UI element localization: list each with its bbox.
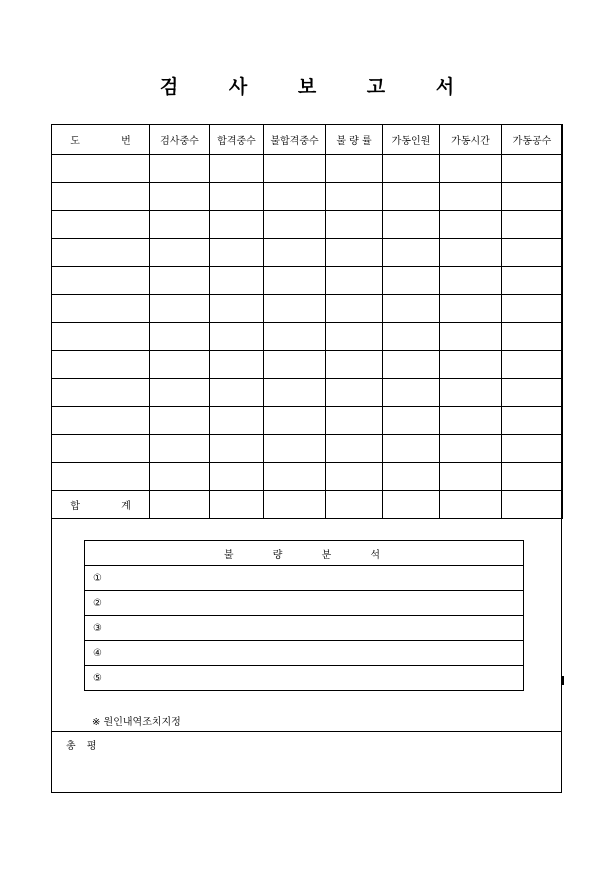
- table-cell[interactable]: [264, 407, 326, 435]
- table-cell[interactable]: [210, 351, 264, 379]
- table-row: [52, 211, 563, 239]
- table-cell[interactable]: [440, 183, 502, 211]
- table-cell[interactable]: [210, 155, 264, 183]
- table-row: [52, 323, 563, 351]
- table-cell[interactable]: [264, 463, 326, 491]
- table-cell[interactable]: [210, 295, 264, 323]
- table-cell[interactable]: [326, 295, 383, 323]
- column-header: 가동공수: [502, 125, 563, 155]
- table-cell[interactable]: [52, 463, 150, 491]
- table-cell[interactable]: [52, 379, 150, 407]
- cause-note: ※ 원인내역조치지정: [92, 717, 181, 728]
- table-cell[interactable]: [150, 351, 210, 379]
- table-cell[interactable]: [264, 379, 326, 407]
- table-cell[interactable]: [150, 295, 210, 323]
- table-cell[interactable]: [383, 435, 440, 463]
- divider: [51, 731, 562, 732]
- analysis-row: [85, 666, 524, 691]
- table-cell[interactable]: [440, 435, 502, 463]
- table-cell[interactable]: [383, 211, 440, 239]
- column-header: 불 량 률: [326, 125, 383, 155]
- table-cell[interactable]: [440, 463, 502, 491]
- total-label: 합 계: [52, 491, 150, 519]
- table-cell[interactable]: [210, 463, 264, 491]
- total-cell[interactable]: [440, 491, 502, 519]
- table-cell[interactable]: [502, 155, 563, 183]
- table-cell[interactable]: [264, 239, 326, 267]
- table-cell[interactable]: [52, 183, 150, 211]
- total-cell[interactable]: [264, 491, 326, 519]
- table-cell[interactable]: [326, 323, 383, 351]
- table-cell[interactable]: [440, 155, 502, 183]
- table-cell[interactable]: [210, 183, 264, 211]
- table-cell[interactable]: [264, 155, 326, 183]
- table-cell[interactable]: [264, 183, 326, 211]
- table-cell[interactable]: [383, 323, 440, 351]
- table-cell[interactable]: [264, 435, 326, 463]
- table-cell[interactable]: [326, 211, 383, 239]
- table-cell[interactable]: [502, 463, 563, 491]
- analysis-item[interactable]: ④: [85, 641, 524, 666]
- table-cell[interactable]: [52, 323, 150, 351]
- page-title: 검 사 보 고 서: [159, 76, 477, 98]
- table-cell[interactable]: [150, 407, 210, 435]
- defect-analysis-table: [84, 540, 524, 691]
- table-cell[interactable]: [326, 183, 383, 211]
- total-cell[interactable]: [326, 491, 383, 519]
- table-cell[interactable]: [440, 267, 502, 295]
- table-row: [52, 379, 563, 407]
- table-cell[interactable]: [502, 267, 563, 295]
- table-cell[interactable]: [502, 323, 563, 351]
- table-cell[interactable]: [502, 295, 563, 323]
- table-cell[interactable]: [52, 351, 150, 379]
- table-cell[interactable]: [52, 407, 150, 435]
- table-cell[interactable]: [210, 407, 264, 435]
- column-header: 가동인원: [383, 125, 440, 155]
- table-cell[interactable]: [52, 155, 150, 183]
- table-cell[interactable]: [326, 379, 383, 407]
- table-cell[interactable]: [264, 351, 326, 379]
- table-cell[interactable]: [440, 239, 502, 267]
- total-cell[interactable]: [210, 491, 264, 519]
- table-cell[interactable]: [502, 351, 563, 379]
- analysis-row: [85, 566, 524, 591]
- table-cell[interactable]: [210, 323, 264, 351]
- analysis-row: [85, 641, 524, 666]
- table-cell[interactable]: [52, 295, 150, 323]
- table-cell[interactable]: [210, 379, 264, 407]
- table-cell[interactable]: [150, 155, 210, 183]
- analysis-item[interactable]: ③: [85, 616, 524, 641]
- table-cell[interactable]: [440, 323, 502, 351]
- column-header: 불합격중수: [264, 125, 326, 155]
- table-cell[interactable]: [383, 407, 440, 435]
- table-cell[interactable]: [150, 323, 210, 351]
- table-cell[interactable]: [150, 379, 210, 407]
- table-cell[interactable]: [383, 183, 440, 211]
- table-cell[interactable]: [264, 211, 326, 239]
- table-cell[interactable]: [326, 155, 383, 183]
- table-cell[interactable]: [264, 323, 326, 351]
- analysis-item[interactable]: ①: [85, 566, 524, 591]
- table-cell[interactable]: [264, 295, 326, 323]
- table-row: [52, 239, 563, 267]
- margin-mark: [562, 676, 564, 685]
- total-cell[interactable]: [383, 491, 440, 519]
- table-cell[interactable]: [150, 211, 210, 239]
- table-cell[interactable]: [326, 407, 383, 435]
- total-cell[interactable]: [150, 491, 210, 519]
- table-row: [52, 183, 563, 211]
- table-cell[interactable]: [210, 435, 264, 463]
- analysis-title: 불 량 분 석: [85, 541, 524, 566]
- table-cell[interactable]: [326, 351, 383, 379]
- table-cell[interactable]: [383, 379, 440, 407]
- table-cell[interactable]: [52, 211, 150, 239]
- column-header: 검사중수: [150, 125, 210, 155]
- review-label: 총 평: [66, 741, 97, 752]
- table-cell[interactable]: [383, 239, 440, 267]
- table-cell[interactable]: [326, 463, 383, 491]
- table-cell[interactable]: [502, 211, 563, 239]
- analysis-row: [85, 616, 524, 641]
- analysis-item[interactable]: ②: [85, 591, 524, 616]
- table-cell[interactable]: [210, 267, 264, 295]
- table-cell[interactable]: [150, 183, 210, 211]
- column-header: 도 번: [52, 125, 150, 155]
- table-row: [52, 435, 563, 463]
- table-row: [52, 351, 563, 379]
- table-cell[interactable]: [502, 435, 563, 463]
- table-cell[interactable]: [502, 183, 563, 211]
- table-cell[interactable]: [150, 463, 210, 491]
- table-cell[interactable]: [383, 351, 440, 379]
- column-header: 가동시간: [440, 125, 502, 155]
- table-row: [52, 267, 563, 295]
- table-cell[interactable]: [52, 267, 150, 295]
- table-cell[interactable]: [326, 267, 383, 295]
- table-cell[interactable]: [383, 267, 440, 295]
- column-header: 합격중수: [210, 125, 264, 155]
- table-cell[interactable]: [440, 295, 502, 323]
- analysis-row: [85, 591, 524, 616]
- table-cell[interactable]: [502, 239, 563, 267]
- table-cell[interactable]: [440, 211, 502, 239]
- total-cell[interactable]: [502, 491, 563, 519]
- table-cell[interactable]: [264, 267, 326, 295]
- table-cell[interactable]: [150, 435, 210, 463]
- table-cell[interactable]: [150, 267, 210, 295]
- table-cell[interactable]: [440, 379, 502, 407]
- table-cell[interactable]: [383, 295, 440, 323]
- table-cell[interactable]: [52, 239, 150, 267]
- table-row: [52, 463, 563, 491]
- total-row: [52, 491, 563, 519]
- table-cell[interactable]: [440, 407, 502, 435]
- table-cell[interactable]: [150, 239, 210, 267]
- table-cell[interactable]: [440, 351, 502, 379]
- table-row: [52, 295, 563, 323]
- analysis-item[interactable]: ⑤: [85, 666, 524, 691]
- table-cell[interactable]: [502, 407, 563, 435]
- table-cell[interactable]: [52, 435, 150, 463]
- table-cell[interactable]: [210, 211, 264, 239]
- table-cell[interactable]: [326, 239, 383, 267]
- header-row: [52, 125, 563, 155]
- table-cell[interactable]: [383, 463, 440, 491]
- table-row: [52, 155, 563, 183]
- inspection-table: [51, 124, 563, 519]
- table-row: [52, 407, 563, 435]
- table-cell[interactable]: [210, 239, 264, 267]
- table-cell[interactable]: [326, 435, 383, 463]
- table-cell[interactable]: [502, 379, 563, 407]
- table-cell[interactable]: [383, 155, 440, 183]
